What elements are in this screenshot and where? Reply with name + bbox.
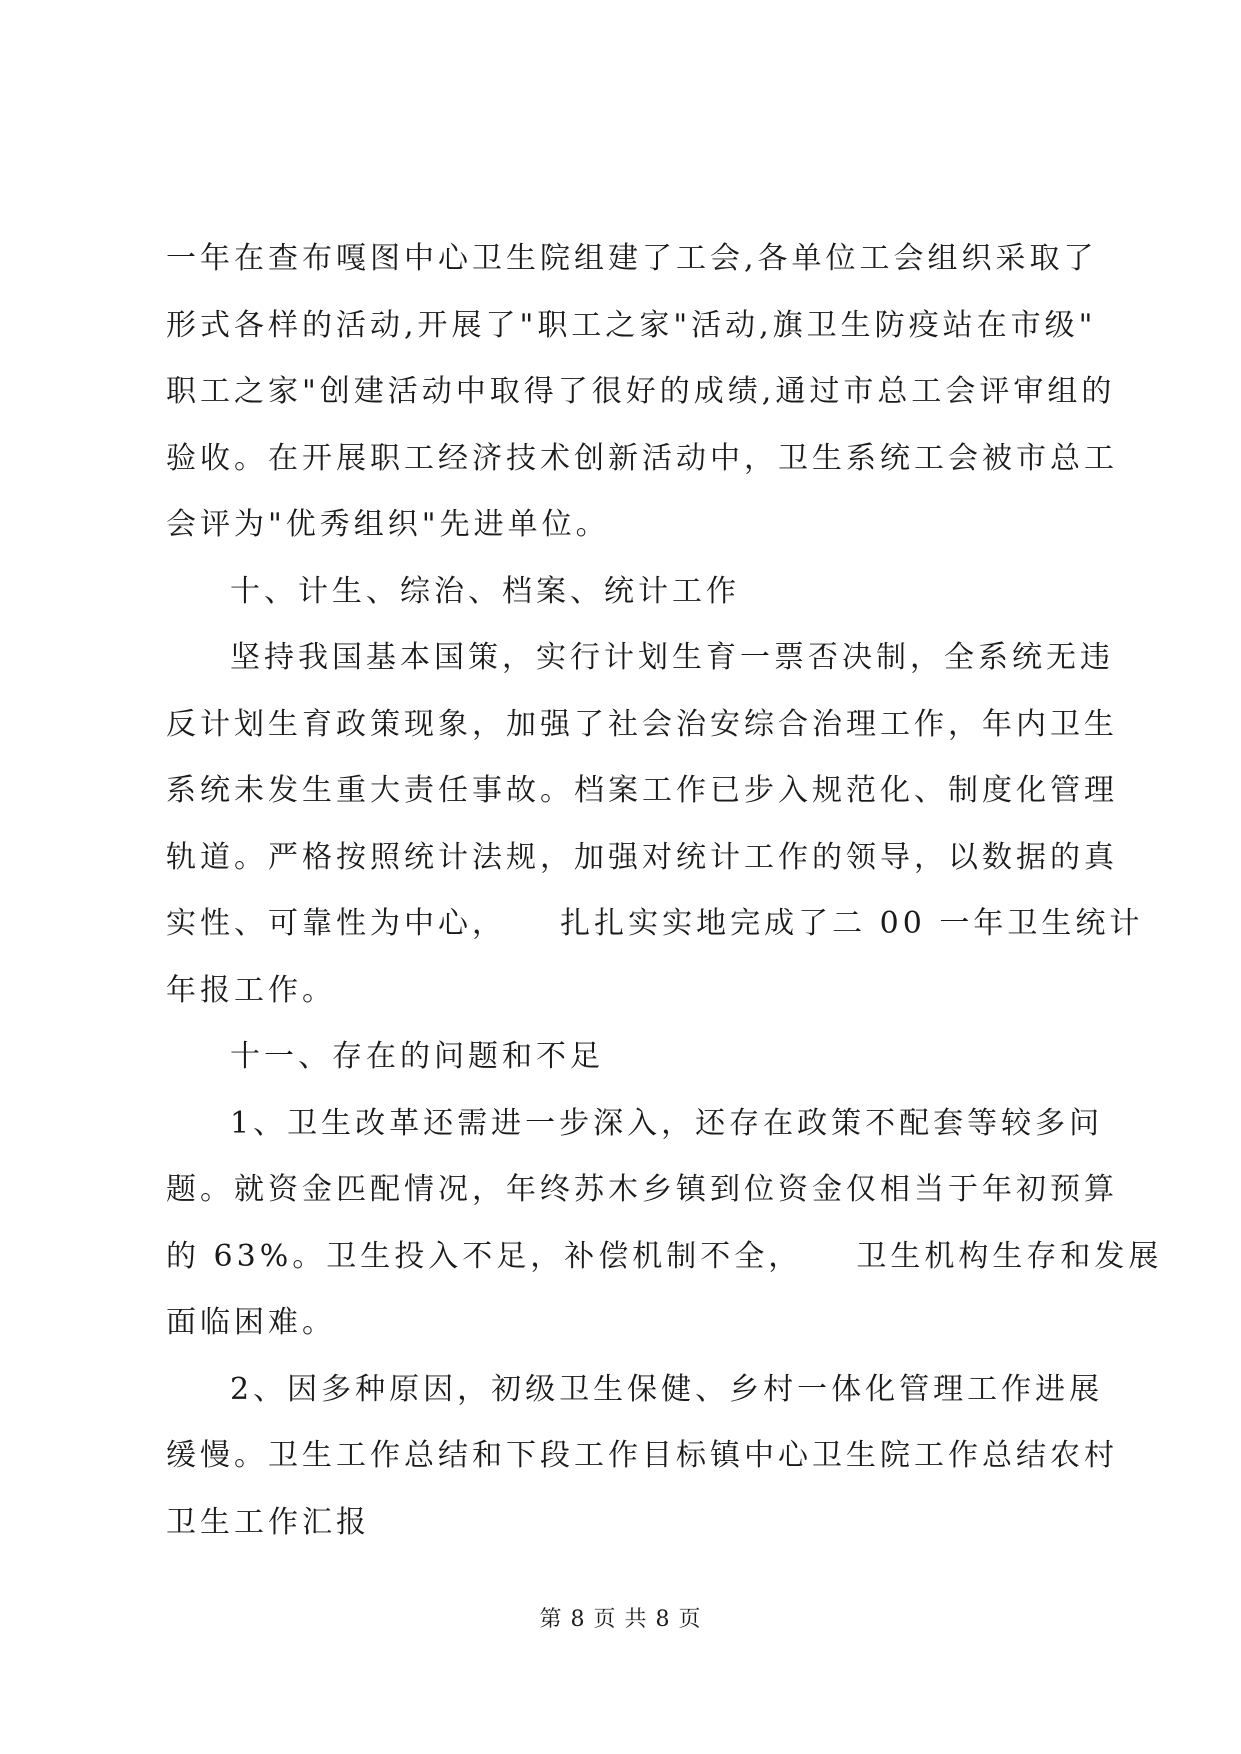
paragraph-section-11-item-1 bbox=[166, 1091, 1163, 1357]
text-line: 实性、可靠性为中心， 扎扎实实地完成了二 00 一年卫生统计 bbox=[166, 906, 1144, 941]
text-line: 职工之家"创建活动中取得了很好的成绩,通过市总工会评审组的 bbox=[166, 374, 1116, 409]
text-line: 2、因多种原因，初级卫生保健、乡村一体化管理工作进展 bbox=[230, 1371, 1104, 1407]
text-line: 反计划生育政策现象，加强了社会治安综合治理工作，年内卫生 bbox=[166, 706, 1118, 742]
text-line: 验收。在开展职工经济技术创新活动中，卫生系统工会被市总工 bbox=[166, 440, 1118, 476]
text-line: 题。就资金匹配情况，年终苏木乡镇到位资金仅相当于年初预算 bbox=[166, 1172, 1118, 1207]
page-number-footer: 第 8 页 共 8 页 bbox=[539, 1607, 702, 1632]
text-line: 年报工作。 bbox=[166, 972, 336, 1008]
text-line: 形式各样的活动,开展了"职工之家"活动,旗卫生防疫站在市级" bbox=[166, 307, 1097, 343]
text-line: 1、卫生改革还需进一步深入，还存在政策不配套等较多问 bbox=[230, 1105, 1104, 1141]
text-line: 缓慢。卫生工作总结和下段工作目标镇中心卫生院工作总结农村 bbox=[166, 1438, 1118, 1473]
text-line: 轨道。严格按照统计法规，加强对统计工作的领导，以数据的真 bbox=[166, 839, 1118, 875]
text-line: 坚持我国基本国策，实行计划生育一票否决制，全系统无违 bbox=[230, 640, 1114, 675]
text-line: 会评为"优秀组织"先进单位。 bbox=[166, 507, 610, 542]
text-line: 一年在查布嘎图中心卫生院组建了工会,各单位工会组织采取了 bbox=[166, 241, 1098, 276]
text-line: 的 63%。卫生投入不足，补偿机制不全， 卫生机构生存和发展 bbox=[166, 1238, 1163, 1274]
paragraph-section-10 bbox=[166, 625, 1144, 1024]
document-body bbox=[166, 226, 1163, 1556]
paragraph-union bbox=[166, 226, 1118, 559]
paragraph-section-11-item-2 bbox=[166, 1357, 1118, 1557]
section-heading-11: 十一、存在的问题和不足 bbox=[230, 1039, 604, 1074]
section-heading-10: 十、计生、综治、档案、统计工作 bbox=[230, 573, 740, 609]
text-line: 面临困难。 bbox=[166, 1305, 336, 1340]
text-line: 系统未发生重大责任事故。档案工作已步入规范化、制度化管理 bbox=[166, 773, 1118, 808]
text-line: 卫生工作汇报 bbox=[166, 1504, 370, 1540]
